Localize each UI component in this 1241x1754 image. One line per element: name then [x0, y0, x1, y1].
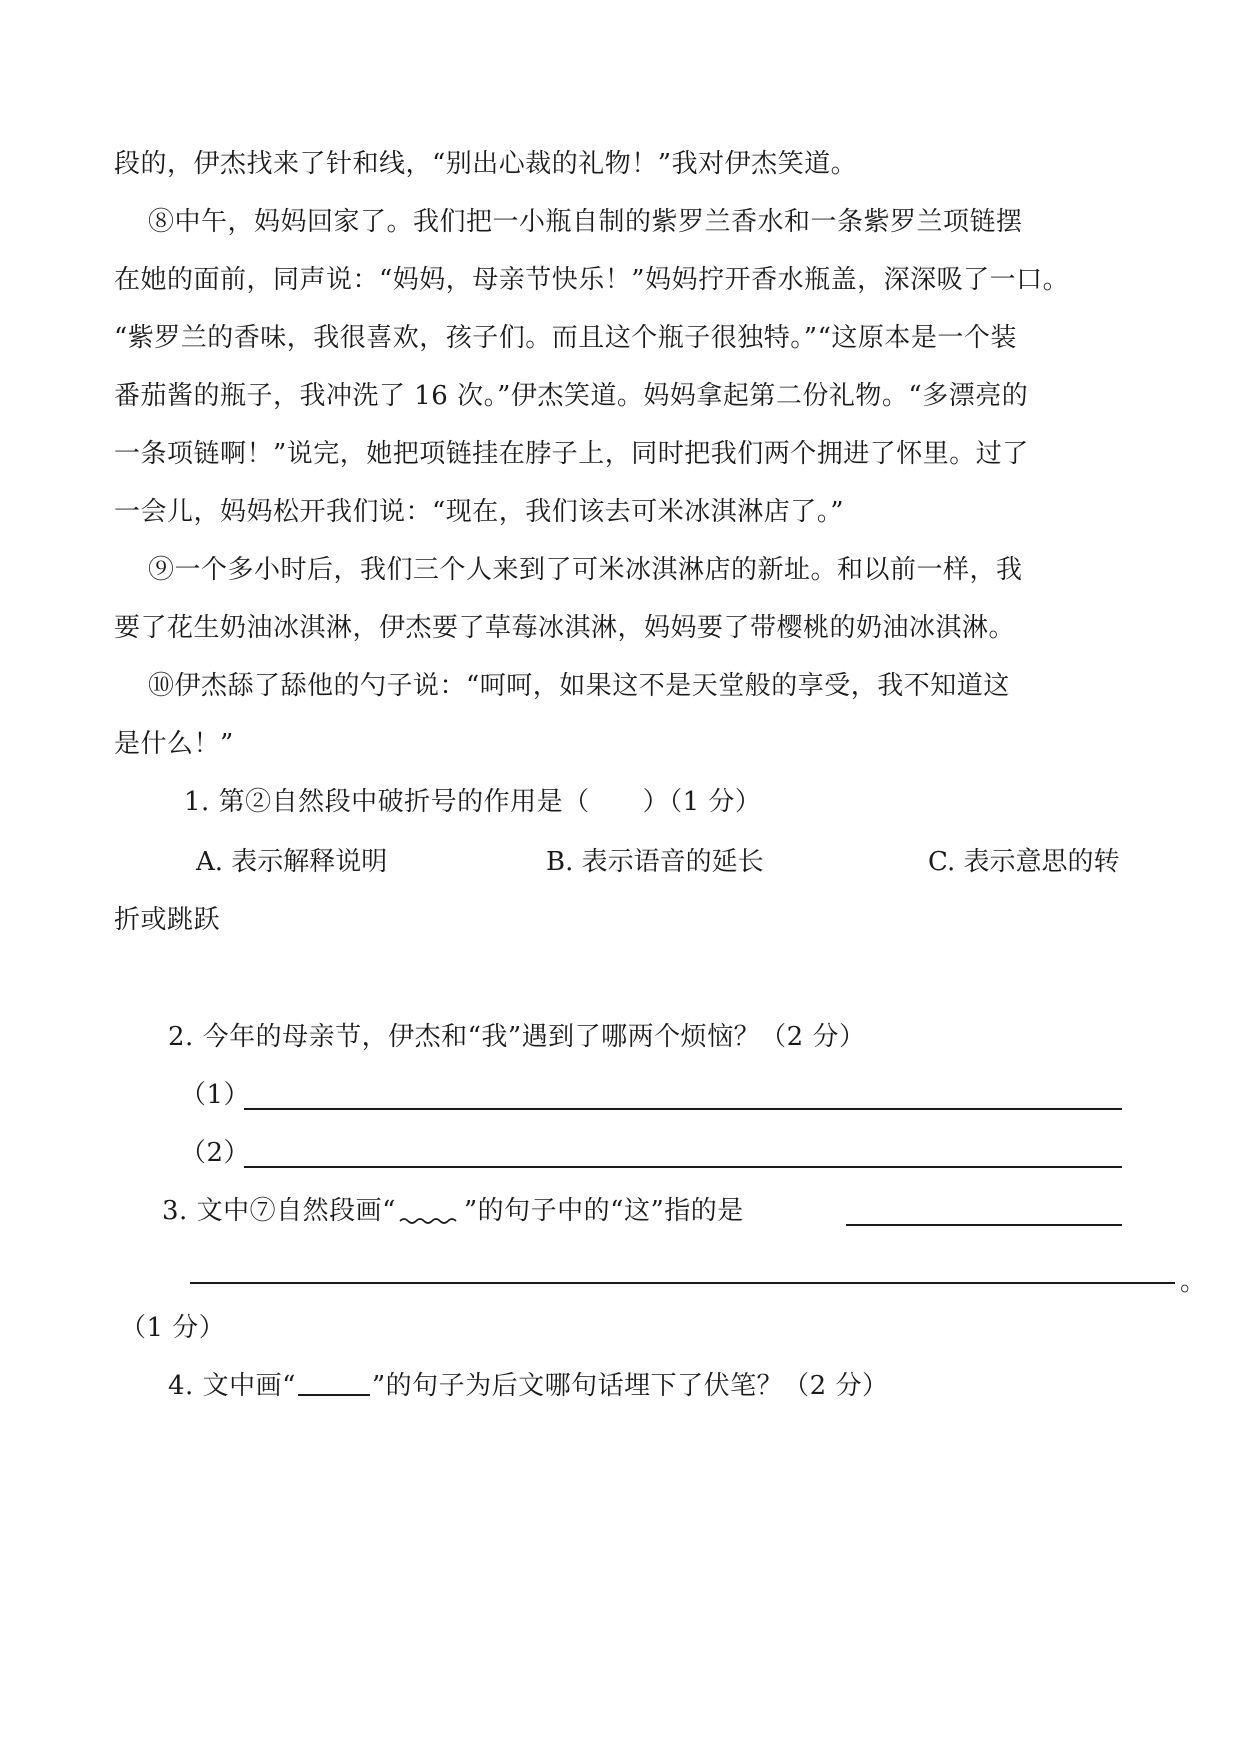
- answer-2-label: （2）: [180, 1138, 251, 1168]
- passage-line: 一会儿，妈妈松开我们说：“现在，我们该去可米冰淇淋店了。”: [114, 497, 845, 527]
- question-4-stem-end: ”的句子为后文哪句话埋下了伏笔？（2 分）: [371, 1371, 889, 1401]
- question-1-option-b[interactable]: B. 表示语音的延长: [546, 847, 764, 877]
- answer-1-line[interactable]: [244, 1108, 1122, 1110]
- passage-line: ⑧中午，妈妈回家了。我们把一小瓶自制的紫罗兰香水和一条紫罗兰项链摆: [148, 207, 1023, 237]
- wavy-underline-mark: [398, 1199, 462, 1225]
- question-2-stem: 2. 今年的母亲节，伊杰和“我”遇到了哪两个烦恼？（2 分）: [168, 1022, 866, 1052]
- passage-line: 在她的面前，同声说：“妈妈，母亲节快乐！”妈妈拧开香水瓶盖，深深吸了一口。: [114, 265, 1070, 295]
- sentence-end-mark: 。: [1180, 1267, 1207, 1297]
- passage-line: 一条项链啊！”说完，她把项链挂在脖子上，同时把我们两个拥进了怀里。过了: [114, 439, 1029, 469]
- passage-line: 段的，伊杰找来了针和线，“别出心裁的礼物！”我对伊杰笑道。: [114, 149, 858, 179]
- question-1-option-c-continued: 折或跳跃: [114, 905, 221, 935]
- passage-line: ⑨一个多小时后，我们三个人来到了可米冰淇淋店的新址。和以前一样，我: [148, 555, 1023, 585]
- question-1-option-c[interactable]: C. 表示意思的转: [928, 847, 1120, 877]
- passage-line: “紫罗兰的香味，我很喜欢，孩子们。而且这个瓶子很独特。”“这原本是一个装: [114, 323, 1017, 353]
- answer-2-line[interactable]: [244, 1166, 1122, 1168]
- answer-3-line-inline[interactable]: [846, 1224, 1122, 1226]
- question-4-stem: [168, 1366, 888, 1406]
- question-3-stem-end: ”的句子中的“这”指的是: [463, 1196, 744, 1226]
- passage-line: 是什么！”: [114, 729, 234, 759]
- straight-underline-mark: [298, 1370, 370, 1396]
- answer-3-line[interactable]: [190, 1282, 1175, 1284]
- passage-line: 番茄酱的瓶子，我冲洗了 16 次。”伊杰笑道。妈妈拿起第二份礼物。“多漂亮的: [114, 381, 1029, 411]
- passage-line: ⑩伊杰舔了舔他的勺子说：“呵呵，如果这不是天堂般的享受，我不知道这: [148, 671, 1010, 701]
- question-1-option-a[interactable]: A. 表示解释说明: [196, 847, 388, 877]
- passage-line: 要了花生奶油冰淇淋，伊杰要了草莓冰淇淋，妈妈要了带樱桃的奶油冰淇淋。: [114, 613, 1016, 643]
- question-3-stem: [162, 1191, 744, 1231]
- question-3-stem-start: 3. 文中⑦自然段画“: [162, 1196, 396, 1226]
- question-4-stem-start: 4. 文中画“: [168, 1371, 296, 1401]
- question-3-score: （1 分）: [120, 1313, 226, 1343]
- answer-1-label: （1）: [180, 1080, 251, 1110]
- question-1-stem: 1. 第②自然段中破折号的作用是（ ）（1 分）: [184, 787, 762, 817]
